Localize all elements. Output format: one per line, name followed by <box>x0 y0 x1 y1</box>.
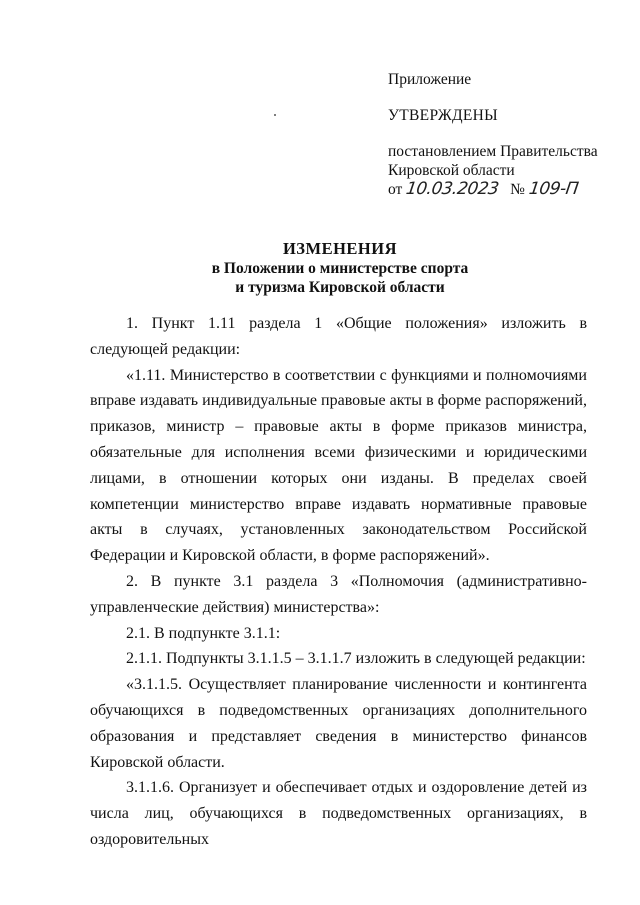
document-subtitle-line-2: и туризма Кировской области <box>235 279 445 296</box>
scan-speck <box>274 114 276 116</box>
document-body <box>90 311 587 853</box>
paragraph-3: 2. В пункте 3.1 раздела 3 «Полномочия (административно-управленческие действия) министерства»: <box>90 572 587 616</box>
resolution-date-number-line <box>388 180 628 199</box>
document-title-block <box>90 239 590 297</box>
resolution-line-2: Кировской области <box>388 162 515 179</box>
paragraph-1: 1. Пункт 1.11 раздела 1 «Общие положения» изложить в следующей редакции: <box>90 315 587 358</box>
date-prefix: от <box>388 181 403 198</box>
paragraph-4: 2.1. В подпункте 3.1.1: <box>126 624 281 642</box>
paragraph-5: 2.1.1. Подпункты 3.1.1.5 – 3.1.1.7 изложить в следующей редакции: <box>126 650 586 668</box>
handwritten-date: 10.03.2023 <box>404 179 501 199</box>
appendix-label: Приложение <box>388 71 472 88</box>
paragraph-6: «3.1.1.5. Осуществляет планирование численности и контингента обучающихся в подведомственных организациях дополнительного образования и представляет сведения в министерство финансов Кировской области. <box>90 676 587 771</box>
document-subtitle-line-1: в Положении о министерстве спорта <box>211 260 469 277</box>
approved-stamp-text: УТВЕРЖДЕНЫ <box>388 107 498 124</box>
appendix-approval-block <box>388 70 628 199</box>
handwritten-number: 109-П <box>527 179 580 199</box>
document-title: ИЗМЕНЕНИЯ <box>282 239 398 258</box>
resolution-line-1: постановлением Правительства <box>388 143 598 160</box>
resolution-reference <box>388 142 628 199</box>
number-prefix: № <box>510 181 525 198</box>
paragraph-2: «1.11. Министерство в соответствии с функциями и полномочиями вправе издавать индивидуальные правовые акты в форме распоряжений, приказов, министр – правовые акты в форме приказов министра, обязательные для исполнения всеми физическими и юридическими лицами, в отношении которых они изданы. В пределах своей компетенции министерство вправе издавать нормативные правовые акты в случаях, установленных законодательством Российской Федерации и Кировской области, в форме распоряжений». <box>90 366 587 565</box>
paragraph-7: 3.1.1.6. Организует и обеспечивает отдых и оздоровление детей из числа лиц, обучающихся в подведомственных организациях, в оздоровительных <box>90 779 587 848</box>
